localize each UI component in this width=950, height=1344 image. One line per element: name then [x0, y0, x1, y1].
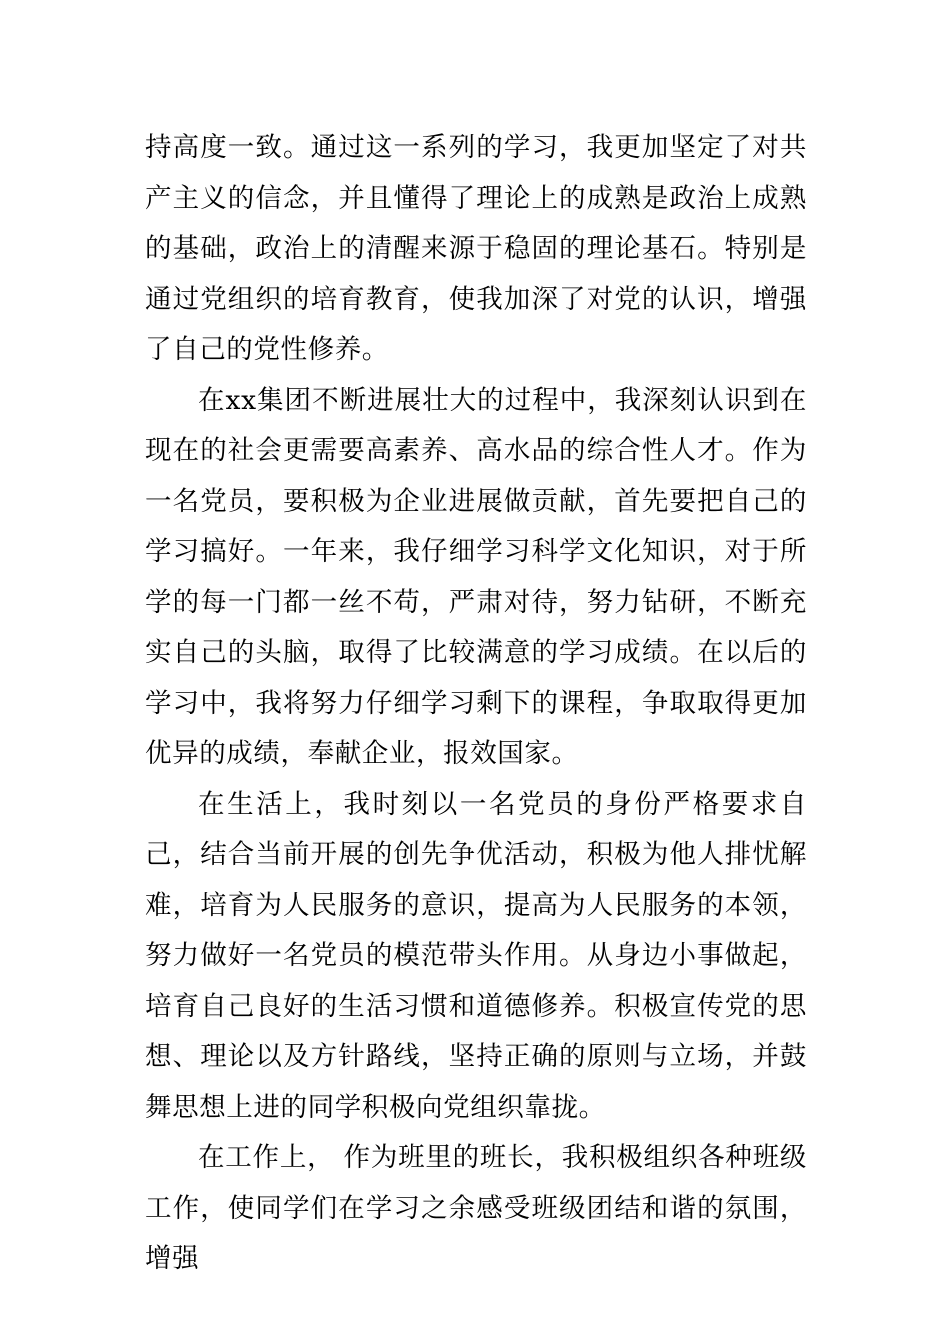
- document-page: [145, 123, 807, 1285]
- paragraph-work: 在工作上， 作为班里的班长，我积极组织各种班级工作，使同学们在学习之余感受班级团结和谐的氛围，增强: [145, 1142, 807, 1274]
- paragraph-study: 在xx集团不断进展壮大的过程中，我深刻认识到在现在的社会更需要高素养、高水品的综合性人才。作为一名党员，要积极为企业进展做贡献，首先要把自己的学习搞好。一年来，我仔细学习科学文化知识，对于所学的每一门都一丝不苟，严肃对待，努力钻研，不断充实自己的头脑，取得了比较满意的学习成绩。在以后的学习中，我将努力仔细学习剩下的课程，争取取得更加优异的成绩，奉献企业，报效国家。: [145, 384, 807, 769]
- paragraph-continuation: 持高度一致。通过这一系列的学习，我更加坚定了对共产主义的信念，并且懂得了理论上的成熟是政治上成熟的基础，政治上的清醒来源于稳固的理论基石。特别是通过党组织的培育教育，使我加深了对党的认识，增强了自己的党性修养。: [145, 132, 807, 365]
- paragraph-life: 在生活上，我时刻以一名党员的身份严格要求自己，结合当前开展的创先争优活动，积极为他人排忧解难，培育为人民服务的意识，提高为人民服务的本领，努力做好一名党员的模范带头作用。从身边小事做起，培育自己良好的生活习惯和道德修养。积极宣传党的思想、理论以及方针路线，坚持正确的原则与立场，并鼓舞思想上进的同学积极向党组织靠拢。: [145, 788, 807, 1123]
